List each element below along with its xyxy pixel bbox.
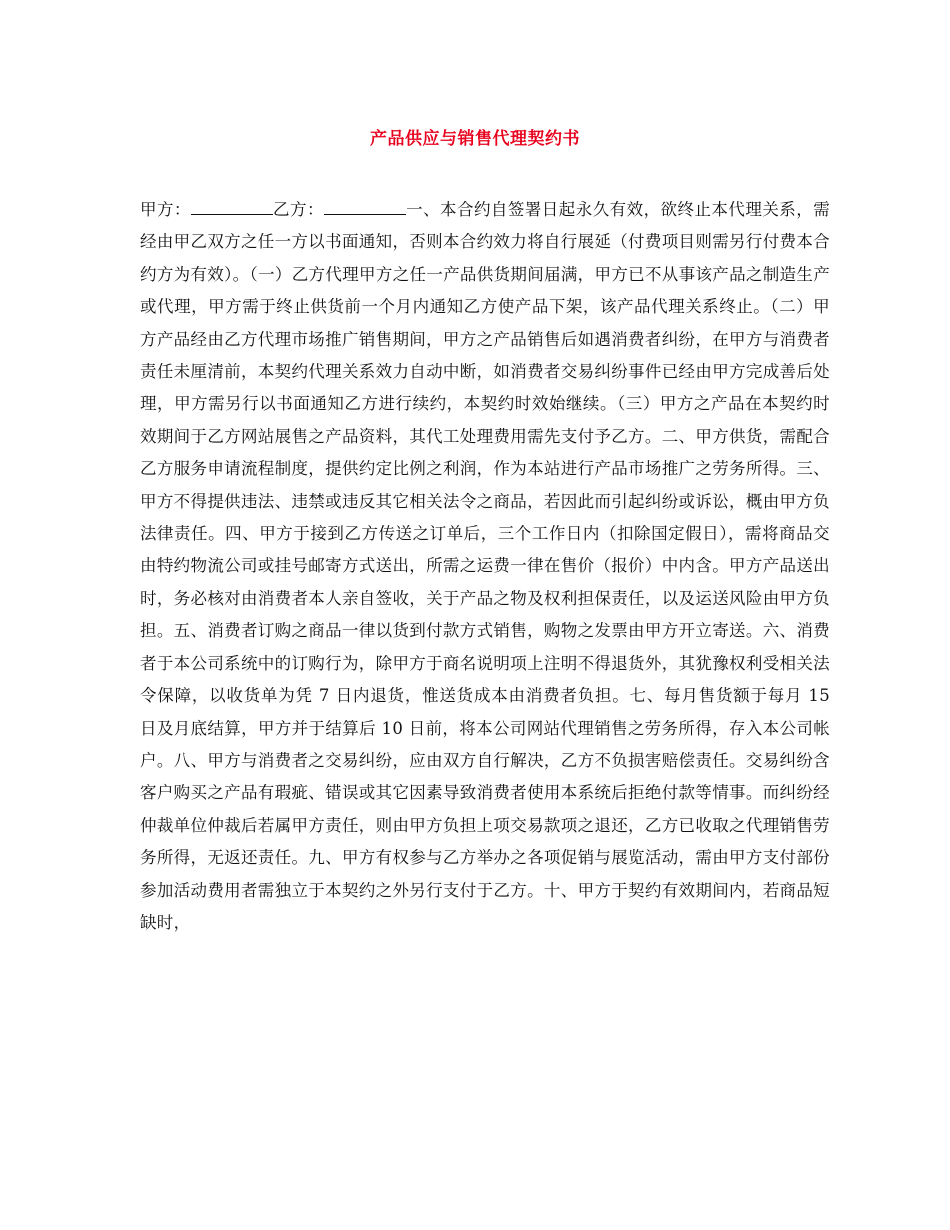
- contract-clauses: 一、本合约自签署日起永久有效，欲终止本代理关系，需经由甲乙双方之任一方以书面通知，否则本合约效力将自行展延（付费项目则需另行付费本合约方为有效）。（一）乙方代理甲方之任一产品供货期间届满，甲方已不从事该产品之制造生产或代理，甲方需于终止供货前一个月内通知乙方使产品下架，该产品代理关系终止。（二）甲方产品经由乙方代理市场推广销售期间，甲方之产品销售后如遇消费者纠纷，在甲方与消费者责任未厘清前，本契约代理关系效力自动中断，如消费者交易纠纷事件已经由甲方完成善后处理，甲方需另行以书面通知乙方进行续约，本契约时效始继续。（三）甲方之产品在本契约时效期间于乙方网站展售之产品资料，其代工处理费用需先支付予乙方。二、甲方供货，需配合乙方服务申请流程制度，提供约定比例之利润，作为本站进行产品市场推广之劳务所得。三、甲方不得提供违法、违禁或违反其它相关法令之商品，若因此而引起纠纷或诉讼，概由甲方负法律责任。四、甲方于接到乙方传送之订单后，三个工作日内（扣除国定假日），需将商品交由特约物流公司或挂号邮寄方式送出，所需之运费一律在售价（报价）中内含。甲方产品送出时，务必核对由消费者本人亲自签收，关于产品之物及权利担保责任，以及运送风险由甲方负担。五、消费者订购之商品一律以货到付款方式销售，购物之发票由甲方开立寄送。六、消费者于本公司系统中的订购行为，除甲方于商名说明项上注明不得退货外，其犹豫权利受相关法令保障，以收货单为凭 7 日内退货，惟送货成本由消费者负担。七、每月售货额于每月 15 日及月底结算，甲方并于结算后 10 日前，将本公司网站代理销售之劳务所得，存入本公司帐户。八、甲方与消费者之交易纠纷，应由双方自行解决，乙方不负损害赔偿责任。交易纠纷含客户购买之产品有瑕疵、错误或其它因素导致消费者使用本系统后拒绝付款等情事。而纠纷经仲裁单位仲裁后若属甲方责任，则由甲方负担上项交易款项之退还，乙方已收取之代理销售劳务所得，无返还责任。九、甲方有权参与乙方举办之各项促销与展览活动，需由甲方支付部份参加活动费用者需独立于本契约之外另行支付于乙方。十、甲方于契约有效期间内，若商品短缺时，: [140, 200, 831, 932]
- document-title: 产品供应与销售代理契约书: [370, 129, 580, 149]
- party-b-label: 乙方：: [272, 200, 324, 219]
- party-a-blank: [191, 200, 273, 215]
- party-a-label: 甲方：: [140, 200, 191, 219]
- contract-body: [140, 194, 830, 939]
- party-b-blank: [324, 200, 406, 215]
